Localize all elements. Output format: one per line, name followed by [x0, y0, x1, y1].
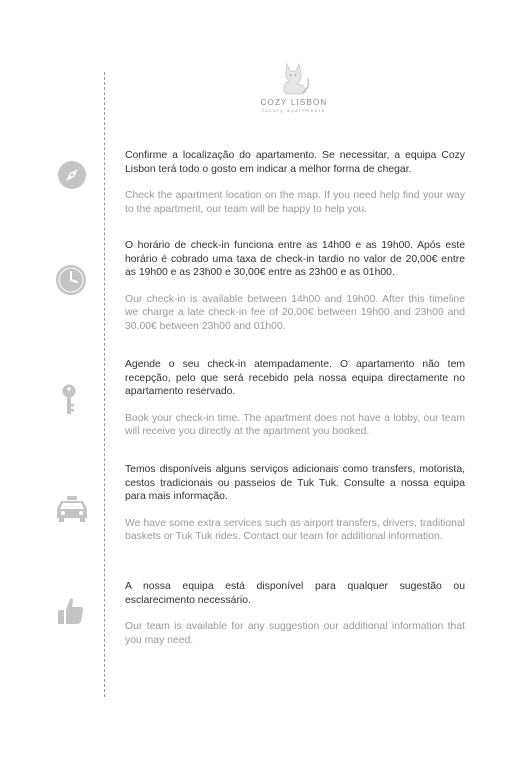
section-extra-services: [125, 463, 465, 544]
text-pt: Confirme a localização do apartamento. Se necessitar, a equipa Cozy Lisbon terá todo o gosto em indicar a melhor forma de chegar.: [125, 150, 465, 175]
brand-name: COZY LISBON: [260, 98, 328, 107]
text-en: Our team is available for any suggestion our additional information that you may need.: [125, 621, 465, 646]
brand-tagline: luxury apartments: [262, 108, 326, 113]
text-pt: O horário de check-in funciona entre as 14h00 e as 19h00. Após este horário é cobrado uma taxa de check-in tardio no valor de 20,00€ entre as 19h00 e as 23h00 e 30,00€ entre as 23h00 e as 01h00.: [125, 240, 465, 279]
cat-icon: [275, 58, 313, 96]
thumbs-up-icon: [57, 596, 85, 631]
text-en: We have some extra services such as airport transfers, drivers, traditional baskets or Tuk Tuk rides. Contact our team for additional information.: [125, 517, 465, 543]
text-en: Book your check-in time. The apartment does not have a lobby, our team will receive you directly at the apartment you booked.: [125, 412, 465, 438]
car-icon: [54, 495, 90, 528]
text-en: Our check-in is available between 14h00 and 19h00. After this timeline we charge a late check-in fee of 20,00€ between 19h00 and 23h00 and 30,00€ between 23h00 and 01h00.: [125, 293, 465, 332]
key-icon: [61, 384, 77, 421]
section-location: [125, 149, 465, 216]
brand-logo: [254, 58, 334, 113]
section-support: [125, 580, 465, 647]
text-en: Check the apartment location on the map. If you need help find your way to the apartment, our team will be happy to help you.: [125, 190, 465, 215]
text-pt: Agende o seu check-in atempadamente. O apartamento não tem recepção, pelo que será recebido pela nossa equipa directamente no apartamento reservado.: [125, 359, 465, 398]
clock-icon: [55, 264, 87, 301]
timeline-line: [104, 72, 105, 697]
text-pt: Temos disponíveis alguns serviços adicionais como transfers, motorista, cestos tradicionais ou passeios de Tuk Tuk. Consulte a nossa equipa para mais informação.: [125, 464, 465, 503]
compass-icon: [57, 160, 87, 195]
section-checkin-hours: [125, 239, 465, 334]
section-schedule: [125, 358, 465, 439]
text-pt: A nossa equipa está disponível para qualquer sugestão ou esclarecimento necessário.: [125, 581, 465, 606]
